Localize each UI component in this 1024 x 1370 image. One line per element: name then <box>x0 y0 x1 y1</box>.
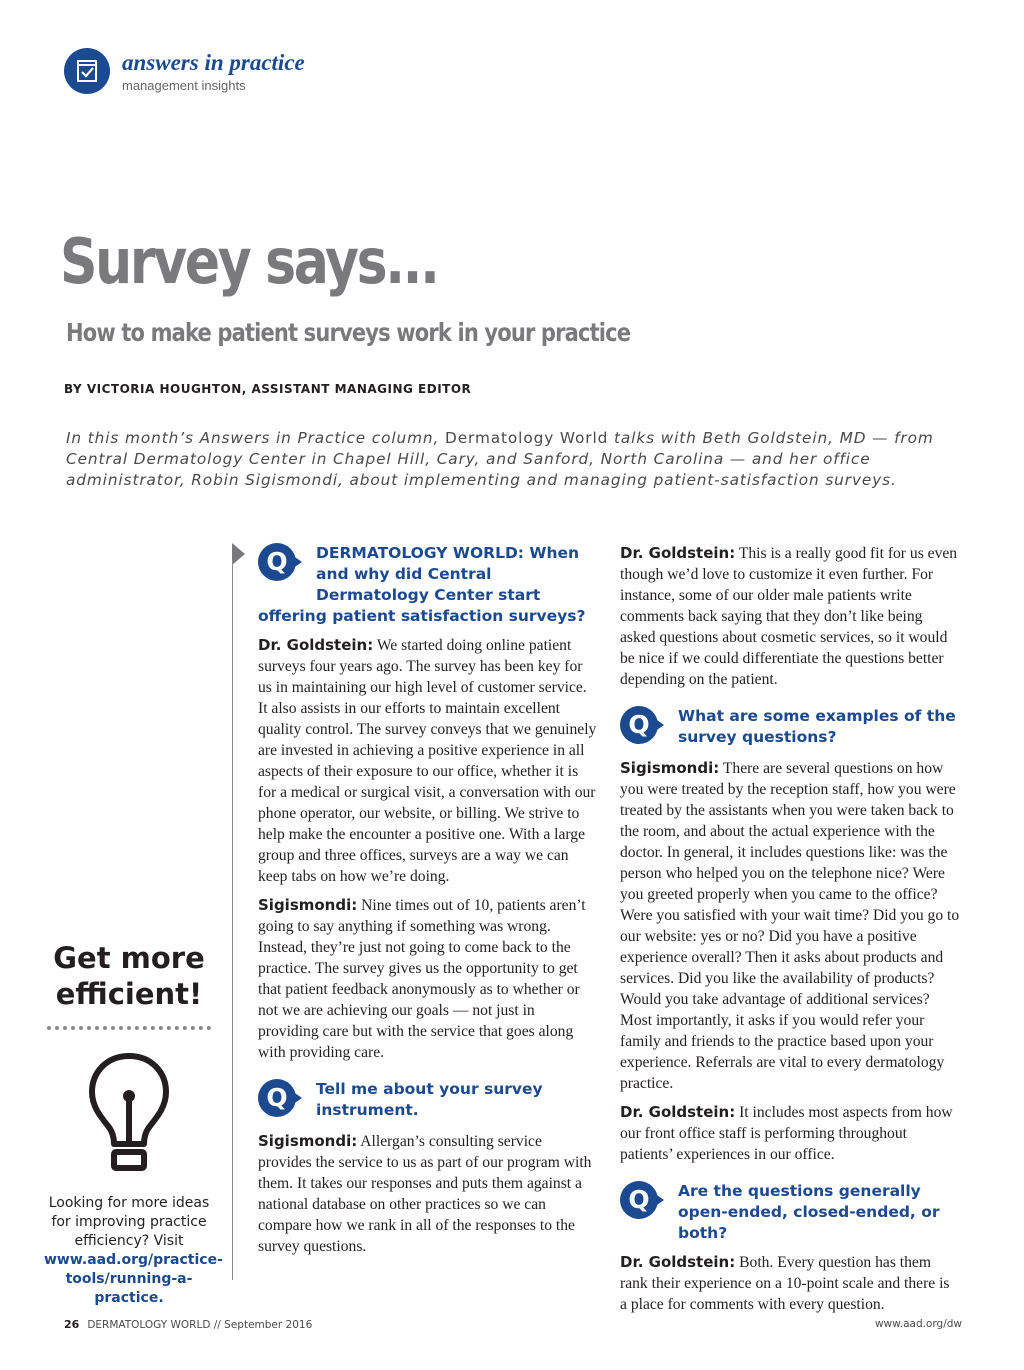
question-block <box>620 1181 960 1244</box>
section-title: answers in practice <box>122 49 305 75</box>
speaker-name: Sigismondi: <box>258 1132 358 1150</box>
lightbulb-icon <box>86 1050 172 1174</box>
section-subtitle: management insights <box>122 77 246 93</box>
answer-paragraph <box>258 635 598 887</box>
speaker-name: Dr. Goldstein: <box>620 1103 736 1121</box>
q-letter: Q <box>620 1181 658 1219</box>
section-header <box>64 46 305 96</box>
dotted-divider <box>47 1026 211 1030</box>
speaker-name: Sigismondi: <box>620 759 720 777</box>
sidebar-text: Looking for more ideas for improving practice efficiency? Visit <box>48 1195 210 1249</box>
answer-paragraph <box>620 1102 960 1165</box>
arrow-marker-icon <box>232 543 245 565</box>
publication-info: DERMATOLOGY WORLD // September 2016 <box>87 1319 313 1331</box>
speaker-name: Dr. Goldstein: <box>620 1253 736 1271</box>
article-byline: BY VICTORIA HOUGHTON, ASSISTANT MANAGING EDITOR <box>64 382 472 396</box>
sidebar-title-line1: Get more <box>53 941 205 975</box>
answer-text: Allergan’s consulting service provides the service to us as part of our program with them. It takes our responses and puts them against a national database on other practices so we can compare how we rank in all of the responses to the survey questions. <box>258 1133 592 1255</box>
q-letter: Q <box>258 543 296 581</box>
sidebar-title-line2: efficient! <box>55 977 203 1011</box>
q-bubble-icon <box>258 1079 308 1123</box>
q-letter: Q <box>258 1079 296 1117</box>
answer-text: There are several questions on how you were treated by the reception staff, how you were treated by the assistants when you were taken back to the room, and about the actual experience with the doctor. In general, it includes questions like: was the person who helped you on the telephone nice? Were you greeted properly when you came to the office? Were you satisfied with your wait time? Did you go to our website: yes or no? Did you have a positive experience overall? Then it asks about products and services. Did you like the availability of products? Would you take advantage of additional services? Most importantly, it asks if you would refer your family and friends to the practice based upon your experience. Referrals are vital to every dermatology practice. <box>620 760 960 1092</box>
question-text: Tell me about your survey instrument. <box>316 1080 543 1119</box>
answer-text: This is a really good fit for us even though we’d love to customize it even further. For instance, some of our older male patients write comments back saying that they don’t like being asked questions about cosmetic services, so it would be nice if we could differentiate the questions better depending on the patient. <box>620 545 958 688</box>
intro-part1: In this month’s Answers in Practice column, <box>66 429 446 447</box>
page-number: 26 <box>64 1318 80 1331</box>
q-bubble-icon <box>620 1181 670 1225</box>
article-intro <box>66 428 946 491</box>
q-bubble-icon <box>258 543 308 587</box>
q-letter: Q <box>620 706 658 744</box>
answer-paragraph <box>258 895 598 1063</box>
sidebar-callout <box>44 940 223 1308</box>
question-text: Are the questions generally open-ended, closed-ended, or both? <box>678 1182 940 1242</box>
article-title: Survey says... <box>60 225 438 298</box>
practice-tools-link[interactable]: www.aad.org/practice-tools/running-a-practice. <box>44 1252 223 1306</box>
question-block <box>258 1079 598 1121</box>
article-subtitle: How to make patient surveys work in your practice <box>66 318 631 347</box>
footer-url[interactable]: www.aad.org/dw <box>874 1318 962 1330</box>
intro-magazine: Dermatology World <box>445 429 609 447</box>
section-header-text <box>122 51 305 92</box>
question-block <box>620 706 960 748</box>
checklist-icon <box>64 48 110 94</box>
speaker-name: Dr. Goldstein: <box>258 636 374 654</box>
answer-paragraph <box>258 1131 598 1257</box>
page-footer <box>64 1318 962 1331</box>
answer-paragraph <box>620 758 960 1094</box>
answer-text: It includes most aspects from how our front office staff is performing throughout patients’ experiences in our office. <box>620 1104 953 1163</box>
answer-text: Both. Every question has them rank their experience on a 10-point scale and there is a place for comments with every question. <box>620 1254 950 1313</box>
intro-part2: talks with Beth Goldstein, MD — from Central Dermatology Center in Chapel Hill, Cary, and Sanford, North Carolina — and her office administrator, Robin Sigismondi, about implementing and managing patient-satisfaction surveys. <box>66 429 934 489</box>
answer-text: Nine times out of 10, patients aren’t going to say anything if something was wrong. Instead, they’re just not going to come back to the practice. The survey gives us the opportunity to get that patient feedback anonymously as to whether or not we are achieving our goals — not just in providing care but with the service that goes along with providing care. <box>258 897 586 1061</box>
answer-paragraph <box>620 1252 960 1315</box>
speaker-name: Dr. Goldstein: <box>620 544 736 562</box>
speaker-name: Sigismondi: <box>258 896 358 914</box>
question-block <box>258 543 598 627</box>
answer-text: We started doing online patient surveys four years ago. The survey has been key for us in maintaining our high level of customer service. It also assists in our efforts to maintain excellent quality control. The survey conveys that we genuinely are invested in achieving a positive experience in all aspects of their exposure to our office, whether it is for a medical or surgical visit, a conversation with our phone operator, our website, or billing. We strive to help make the encounter a positive one. With a large group and three offices, surveys are a way we can keep tabs on how we’re doing. <box>258 637 597 885</box>
q-bubble-icon <box>620 706 670 750</box>
article-column-left <box>258 543 598 1257</box>
question-text: What are some examples of the survey questions? <box>678 707 956 746</box>
column-divider <box>232 560 233 1280</box>
question-text: DERMATOLOGY WORLD: When and why did Central Dermatology Center start offering patient satisfaction surveys? <box>258 544 586 625</box>
article-column-right <box>620 543 960 1315</box>
answer-paragraph <box>620 543 960 690</box>
